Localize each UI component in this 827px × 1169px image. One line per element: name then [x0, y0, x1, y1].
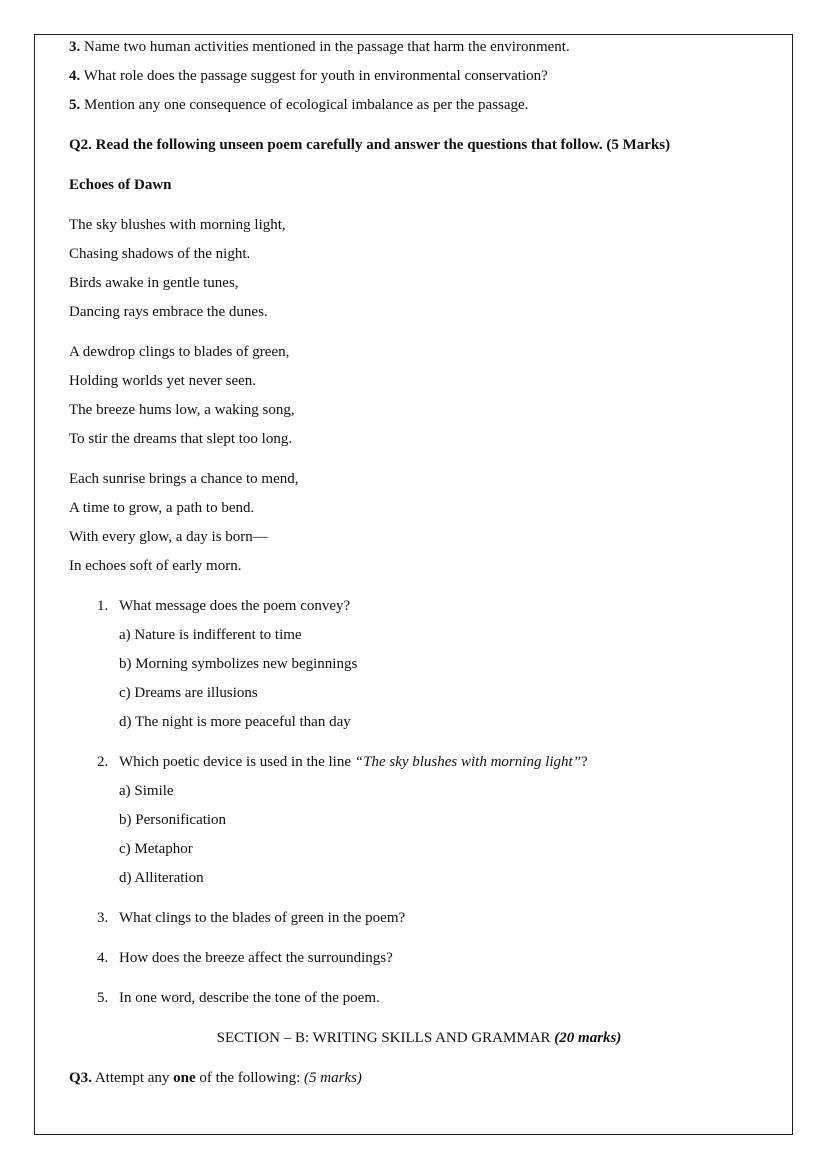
poem-stanza-1 — [69, 214, 769, 330]
poem-line: The breeze hums low, a waking song, — [69, 402, 295, 418]
poem-line: In echoes soft of early morn. — [69, 558, 242, 574]
passage-question-5: 5. Mention any one consequence of ecological imbalance as per the passage. — [69, 97, 529, 113]
poem-question-2: 2. Which poetic device is used in the line “The sky blushes with morning light”? — [97, 754, 588, 770]
option: a) Nature is indifferent to time — [119, 627, 302, 643]
poem-line: To stir the dreams that slept too long. — [69, 431, 293, 447]
poem-line: Birds awake in gentle tunes, — [69, 275, 239, 291]
poem-line: Dancing rays embrace the dunes. — [69, 304, 268, 320]
document-content — [69, 36, 769, 1096]
poem-question-4: 4. How does the breeze affect the surroundings? — [97, 950, 393, 966]
poem-questions — [69, 595, 769, 1016]
poem-question-1: 1. What message does the poem convey? — [97, 598, 351, 614]
poem-stanza-2 — [69, 341, 769, 457]
poem-question-5: 5. In one word, describe the tone of the poem. — [97, 990, 380, 1006]
option: c) Metaphor — [119, 841, 193, 857]
q3-line: Q3. Attempt any one of the following: (5 marks) — [69, 1070, 362, 1086]
passage-question-3: 3. Name two human activities mentioned in the passage that harm the environment. — [69, 39, 570, 55]
q2-heading: Q2. Read the following unseen poem carefully and answer the questions that follow. (5 Marks) — [69, 137, 671, 153]
option: d) The night is more peaceful than day — [119, 714, 351, 730]
passage-question-4: 4. What role does the passage suggest for youth in environmental conservation? — [69, 68, 548, 84]
option: a) Simile — [119, 783, 174, 799]
poem-line: A dewdrop clings to blades of green, — [69, 344, 290, 360]
poem-title: Echoes of Dawn — [69, 177, 172, 193]
poem-line: Each sunrise brings a chance to mend, — [69, 471, 299, 487]
option: d) Alliteration — [119, 870, 204, 886]
poem-question-3: 3. What clings to the blades of green in the poem? — [97, 910, 406, 926]
option: b) Morning symbolizes new beginnings — [119, 656, 358, 672]
poem-line: The sky blushes with morning light, — [69, 217, 286, 233]
section-b-heading: SECTION – B: WRITING SKILLS AND GRAMMAR (20 marks) — [216, 1030, 622, 1046]
option: c) Dreams are illusions — [119, 685, 258, 701]
poem-line: With every glow, a day is born— — [69, 529, 268, 545]
poem-stanza-3 — [69, 468, 769, 584]
poem-line: Holding worlds yet never seen. — [69, 373, 257, 389]
poem-line: Chasing shadows of the night. — [69, 246, 251, 262]
option: b) Personification — [119, 812, 227, 828]
poem-line: A time to grow, a path to bend. — [69, 500, 255, 516]
